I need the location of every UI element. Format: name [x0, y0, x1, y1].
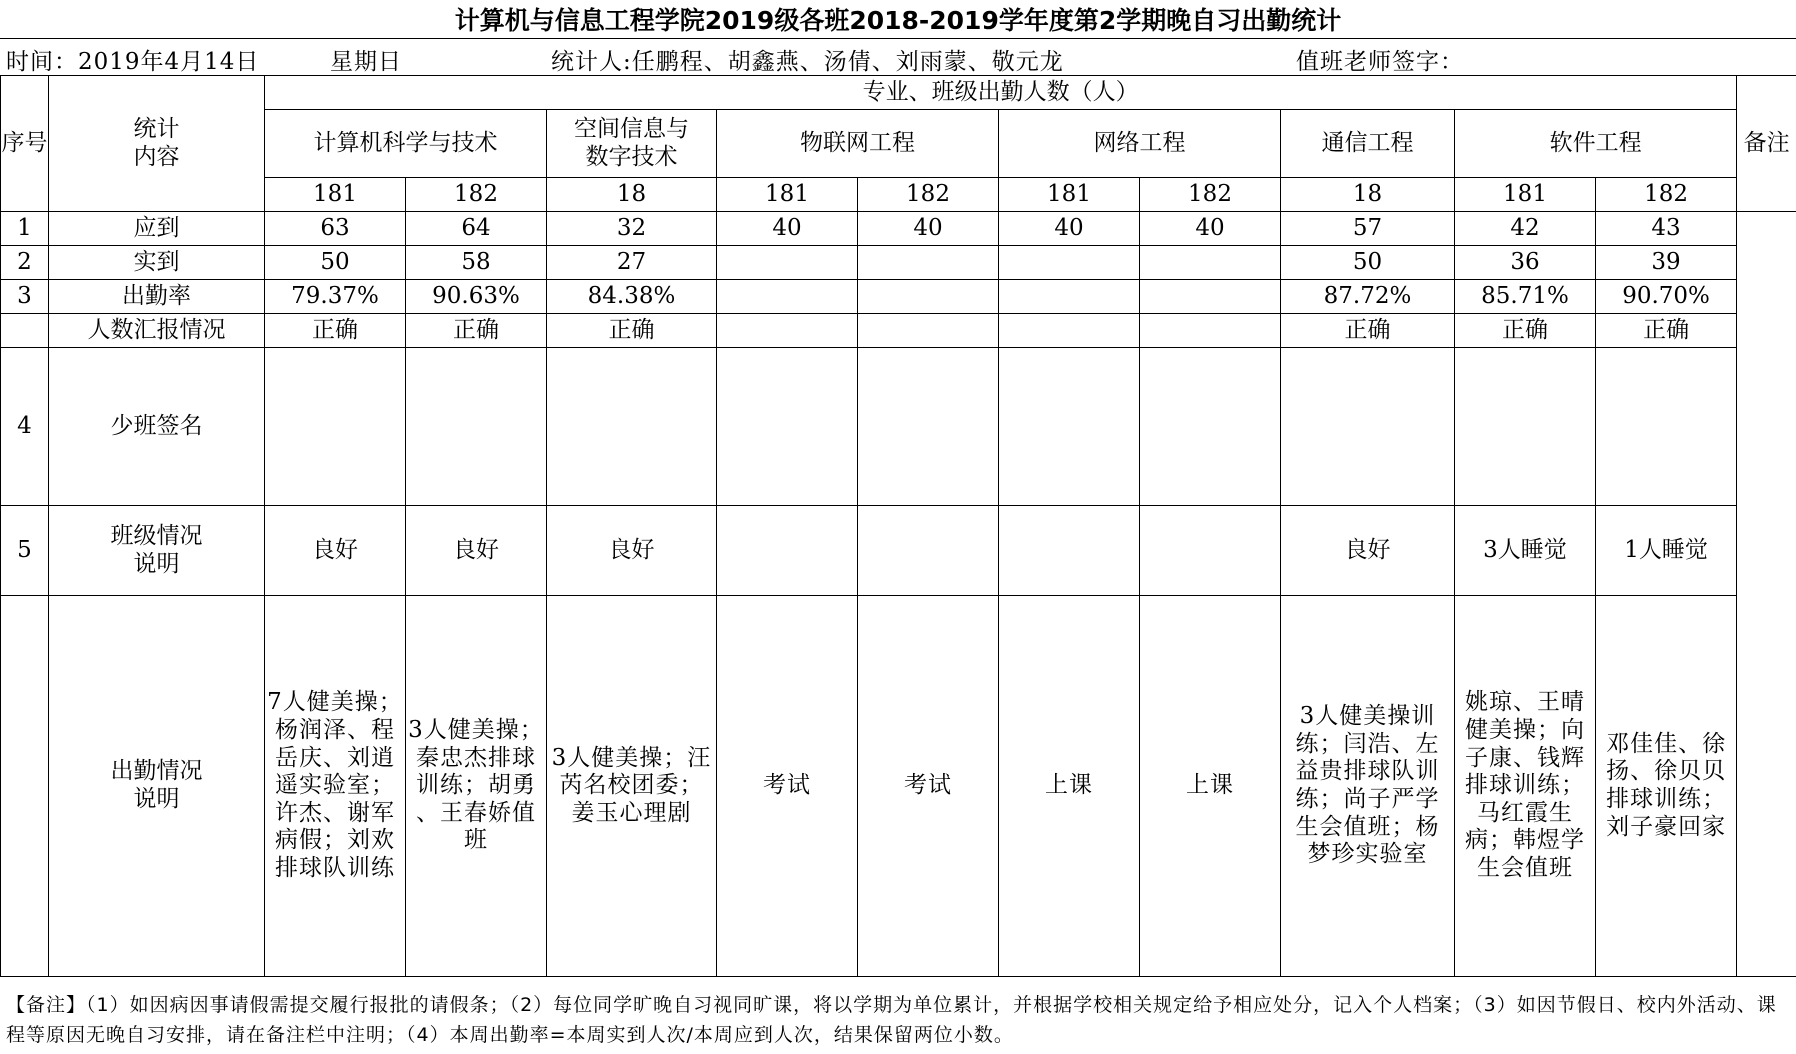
table-cell — [999, 280, 1140, 314]
row-label: 班级情况 说明 — [49, 506, 265, 596]
info-bar — [0, 38, 1796, 76]
sheet-title: 计算机与信息工程学院2019级各班2018-2019学年度第2学期晚自习出勤统计 — [454, 6, 1342, 35]
table-cell — [717, 314, 858, 348]
table-cell: 40 — [999, 212, 1140, 246]
attendance-note: 邓佳佳、徐 扬、徐贝贝 排球训练； 刘子豪回家 — [1596, 596, 1737, 977]
table-cell — [999, 246, 1140, 280]
major-header: 空间信息与 数字技术 — [547, 110, 717, 178]
row-label: 应到 — [49, 212, 265, 246]
table-row — [1, 596, 1796, 977]
recorders-label: 统计人:任鹏程、胡鑫燕、汤倩、刘雨蒙、敬元龙 — [551, 49, 1064, 75]
table-cell: 79.37% — [265, 280, 406, 314]
table-cell: 85.71% — [1455, 280, 1596, 314]
row-label: 出勤情况 说明 — [49, 596, 265, 977]
class-header: 181 — [1455, 178, 1596, 212]
class-header: 182 — [406, 178, 547, 212]
table-cell: 正确 — [547, 314, 717, 348]
remark-cell — [1737, 212, 1796, 977]
signature-cell — [265, 348, 406, 506]
signature-cell — [999, 348, 1140, 506]
table-cell: 正确 — [1281, 314, 1455, 348]
remark-header: 备注 — [1737, 76, 1796, 212]
table-row — [1, 280, 1796, 314]
table-cell: 87.72% — [1281, 280, 1455, 314]
major-header: 物联网工程 — [717, 110, 999, 178]
table-cell: 正确 — [1596, 314, 1737, 348]
table-cell: 40 — [717, 212, 858, 246]
table-cell: 57 — [1281, 212, 1455, 246]
table-cell: 1人睡觉 — [1596, 506, 1737, 596]
row-seq: 2 — [1, 246, 49, 280]
signature-cell — [547, 348, 717, 506]
table-row — [1, 314, 1796, 348]
table-cell: 32 — [547, 212, 717, 246]
table-cell: 良好 — [547, 506, 717, 596]
table-cell: 正确 — [406, 314, 547, 348]
row-seq: 5 — [1, 506, 49, 596]
signature-cell — [1140, 348, 1281, 506]
row-seq: 3 — [1, 280, 49, 314]
signature-cell — [1281, 348, 1455, 506]
date-label: 时间：2019年4月14日 — [6, 49, 260, 75]
attendance-note: 7人健美操； 杨润泽、程 岳庆、刘逍 遥实验室； 许杰、谢军 病假；刘欢 排球队训练 — [265, 596, 406, 977]
table-row — [1, 348, 1796, 506]
table-cell: 良好 — [265, 506, 406, 596]
table-cell — [1140, 314, 1281, 348]
table-cell: 63 — [265, 212, 406, 246]
table-cell — [1140, 506, 1281, 596]
attendance-note: 3人健美操； 秦忠杰排球 训练；胡勇 、王春娇值 班 — [406, 596, 547, 977]
row-seq: 1 — [1, 212, 49, 246]
class-header: 181 — [265, 178, 406, 212]
table-cell — [717, 246, 858, 280]
table-cell: 36 — [1455, 246, 1596, 280]
major-header: 软件工程 — [1455, 110, 1737, 178]
table-cell: 43 — [1596, 212, 1737, 246]
row-seq — [1, 314, 49, 348]
row-seq: 4 — [1, 348, 49, 506]
row-label: 人数汇报情况 — [49, 314, 265, 348]
table-cell: 良好 — [406, 506, 547, 596]
class-header: 18 — [1281, 178, 1455, 212]
table-cell: 90.70% — [1596, 280, 1737, 314]
table-row — [1, 212, 1796, 246]
row-label: 少班签名 — [49, 348, 265, 506]
major-header: 计算机科学与技术 — [265, 110, 547, 178]
table-cell — [999, 506, 1140, 596]
table-row — [1, 506, 1796, 596]
weekday-label: 星期日 — [330, 49, 402, 75]
attendance-note: 上课 — [1140, 596, 1281, 977]
class-header: 182 — [1140, 178, 1281, 212]
content-header: 统计 内容 — [49, 76, 265, 212]
table-cell: 40 — [1140, 212, 1281, 246]
table-cell: 3人睡觉 — [1455, 506, 1596, 596]
attendance-note: 姚琼、王晴 健美操；向 子康、钱辉 排球训练； 马红霞生 病；韩煜学 生会值班 — [1455, 596, 1596, 977]
table-cell: 50 — [265, 246, 406, 280]
table-cell — [858, 314, 999, 348]
table-cell: 正确 — [265, 314, 406, 348]
group-header: 专业、班级出勤人数（人） — [265, 76, 1737, 110]
footer-remarks: 【备注】（1）如因病因事请假需提交履行报批的请假条；（2）每位同学旷晚自习视同旷课，将以学期为单位累计，并根据学校相关规定给予相应处分，记入个人档案；（3）如因节假日、校内外活动、课程等原因无晚自习安排，请在备注栏中注明；（4）本周出勤率=本周实到人次/本周应到人次，结果保留两位小数。 — [6, 994, 1777, 1046]
table-cell — [858, 506, 999, 596]
attendance-note: 考试 — [717, 596, 858, 977]
row-label: 实到 — [49, 246, 265, 280]
class-header: 18 — [547, 178, 717, 212]
table-cell — [858, 246, 999, 280]
table-cell: 39 — [1596, 246, 1737, 280]
table-cell: 27 — [547, 246, 717, 280]
row-label: 出勤率 — [49, 280, 265, 314]
attendance-note: 上课 — [999, 596, 1140, 977]
class-header: 182 — [858, 178, 999, 212]
table-cell — [1140, 280, 1281, 314]
table-cell: 64 — [406, 212, 547, 246]
seq-header: 序号 — [1, 76, 49, 212]
table-cell — [717, 280, 858, 314]
table-row — [1, 246, 1796, 280]
attendance-note: 考试 — [858, 596, 999, 977]
table-cell: 84.38% — [547, 280, 717, 314]
signature-cell — [1455, 348, 1596, 506]
table-cell: 40 — [858, 212, 999, 246]
attendance-table — [0, 75, 1796, 977]
attendance-note: 3人健美操；汪 芮名校团委； 姜玉心理剧 — [547, 596, 717, 977]
signature-cell — [406, 348, 547, 506]
table-cell: 58 — [406, 246, 547, 280]
signature-cell — [858, 348, 999, 506]
class-header: 182 — [1596, 178, 1737, 212]
table-cell — [858, 280, 999, 314]
table-cell: 正确 — [1455, 314, 1596, 348]
table-cell — [1140, 246, 1281, 280]
table-cell: 良好 — [1281, 506, 1455, 596]
table-cell — [999, 314, 1140, 348]
row-seq — [1, 596, 49, 977]
major-header: 通信工程 — [1281, 110, 1455, 178]
table-cell: 42 — [1455, 212, 1596, 246]
signature-cell — [717, 348, 858, 506]
table-cell — [717, 506, 858, 596]
teacher-sign-label: 值班老师签字： — [1296, 49, 1464, 75]
major-header: 网络工程 — [999, 110, 1281, 178]
table-cell: 90.63% — [406, 280, 547, 314]
attendance-note: 3人健美操训 练；闫浩、左 益贵排球队训 练；尚子严学 生会值班；杨 梦珍实验室 — [1281, 596, 1455, 977]
table-cell: 50 — [1281, 246, 1455, 280]
class-header: 181 — [999, 178, 1140, 212]
class-header: 181 — [717, 178, 858, 212]
signature-cell — [1596, 348, 1737, 506]
